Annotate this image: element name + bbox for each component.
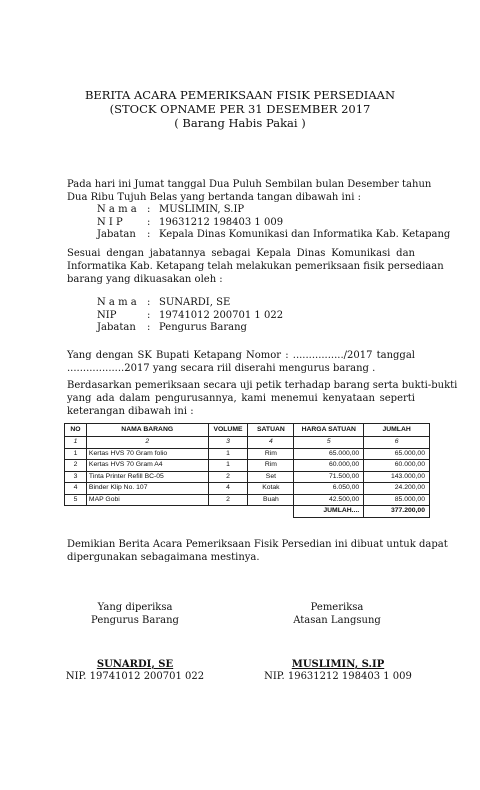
- header-unit-price: HARGA SATUAN: [294, 424, 364, 437]
- total-label: JUMLAH....: [294, 506, 364, 518]
- left-role-line-1: Yang diperiksa: [97, 602, 173, 613]
- row-amount: 85.000,00: [364, 494, 430, 506]
- row-amount: 65.000,00: [364, 448, 430, 460]
- signature-block-right: [282, 601, 392, 627]
- row-amount: 24.200,00: [364, 483, 430, 495]
- row-volume: 2: [208, 494, 248, 506]
- row-no: 5: [65, 494, 87, 506]
- row-item-name: MAP Gobi: [86, 494, 208, 506]
- table-row: [65, 460, 430, 472]
- total-value: 377.200,00: [364, 506, 430, 518]
- row-unit: Set: [248, 471, 294, 483]
- closing-line-1: Demikian Berita Acara Pemeriksaan Fisik Persedian ini dibuat untuk dapat: [67, 539, 448, 550]
- signature-nip-left: [40, 670, 230, 683]
- decree-line-1: Yang dengan SK Bupati Ketapang Nomor : ................/2017 tanggal: [67, 350, 415, 361]
- examiner-position-row: [97, 229, 450, 242]
- closing-paragraph: [67, 538, 448, 564]
- row-unit-price: 65.000,00: [294, 448, 364, 460]
- table-row: [65, 448, 430, 460]
- assignment-line-3: barang yang dikuasakan oleh :: [67, 274, 223, 285]
- column-index: 1: [65, 437, 87, 449]
- colon: :: [147, 309, 151, 321]
- custodian-nip-value: 19741012 200701 1 022: [159, 309, 284, 321]
- row-amount: 60.000,00: [364, 460, 430, 472]
- row-volume: 4: [208, 483, 248, 495]
- custodian-position-label: Jabatan: [97, 322, 136, 333]
- document-category: ( Barang Habis Pakai ): [174, 116, 306, 130]
- right-role-line-1: Pemeriksa: [310, 602, 364, 613]
- table-header-row: [65, 424, 430, 437]
- column-index: 5: [294, 437, 364, 449]
- decree-paragraph: [67, 349, 415, 375]
- colon: :: [147, 297, 151, 308]
- row-no: 3: [65, 471, 87, 483]
- custodian-name-row: [97, 297, 283, 310]
- row-volume: 2: [208, 471, 248, 483]
- right-signatory-nip: NIP. 19631212 198403 1 009: [264, 671, 412, 682]
- row-item-name: Tinta Printer Refill BC-05: [86, 471, 208, 483]
- row-item-name: Kertas HVS 70 Gram A4: [86, 460, 208, 472]
- examiner-name-row: [97, 204, 450, 217]
- row-volume: 1: [208, 460, 248, 472]
- row-item-name: Binder Klip No. 107: [86, 483, 208, 495]
- inventory-table: [64, 423, 430, 518]
- opening-paragraph: [67, 178, 432, 204]
- examiner-nip-label: N I P: [97, 216, 123, 228]
- row-amount: 143.000,00: [364, 471, 430, 483]
- table-row: [65, 483, 430, 495]
- row-unit-price: 60.000,00: [294, 460, 364, 472]
- examiner-nip-row: [97, 217, 450, 230]
- right-role-line-2: Atasan Langsung: [293, 615, 381, 626]
- custodian-nip-row: [97, 310, 283, 323]
- left-signatory-nip: NIP. 19741012 200701 022: [65, 671, 205, 682]
- findings-line-3: keterangan dibawah ini :: [67, 406, 194, 417]
- examiner-details: [97, 204, 450, 242]
- header-item-name: NAMA BARANG: [86, 424, 208, 437]
- examiner-position-value: Kepala Dinas Komunikasi dan Informatika Kab. Ketapang: [159, 229, 451, 240]
- column-index: 6: [364, 437, 430, 449]
- row-no: 1: [65, 448, 87, 460]
- document-title: BERITA ACARA PEMERIKSAAN FISIK PERSEDIAAN: [84, 88, 396, 102]
- row-volume: 1: [208, 448, 248, 460]
- assignment-line-2: Informatika Kab. Ketapang telah melakukan pemeriksaan fisik persediaan: [67, 261, 444, 272]
- row-no: 2: [65, 460, 87, 472]
- examiner-nip-value: 19631212 198403 1 009: [159, 216, 284, 228]
- custodian-position-row: [97, 322, 283, 335]
- table-row: [65, 471, 430, 483]
- header-no: NO: [65, 424, 87, 437]
- left-signatory-name: SUNARDI, SE: [96, 659, 174, 670]
- findings-line-2: yang ada dalam pengurusannya, kami menemui kenyataan seperti: [67, 393, 415, 404]
- opening-line-1: Pada hari ini Jumat tanggal Dua Puluh Sembilan bulan Desember tahun: [67, 179, 432, 190]
- row-unit-price: 42.500,00: [294, 494, 364, 506]
- custodian-name-label: N a m a: [97, 297, 137, 308]
- custodian-name-value: SUNARDI, SE: [159, 297, 231, 308]
- row-item-name: Kertas HVS 70 Gram folio: [86, 448, 208, 460]
- right-signatory-name: MUSLIMIN, S.IP: [291, 659, 385, 670]
- row-unit-price: 71.500,00: [294, 471, 364, 483]
- colon: :: [147, 204, 151, 215]
- custodian-nip-label: NIP: [97, 309, 117, 321]
- decree-line-2: ..................2017 yang secara riil diserahi mengurus barang .: [67, 363, 376, 374]
- column-index-row: [65, 437, 430, 449]
- row-unit: Rim: [248, 460, 294, 472]
- assignment-line-1: Sesuai dengan jabatannya sebagai Kepala Dinas Komunikasi dan: [67, 248, 415, 259]
- colon: :: [147, 322, 151, 333]
- column-index: 2: [86, 437, 208, 449]
- examiner-name-label: N a m a: [97, 204, 137, 215]
- findings-paragraph: [67, 379, 458, 418]
- header-unit: SATUAN: [248, 424, 294, 437]
- signature-nip-right: [240, 670, 436, 683]
- column-index: 3: [208, 437, 248, 449]
- row-unit: Rim: [248, 448, 294, 460]
- row-unit: Buah: [248, 494, 294, 506]
- colon: :: [147, 216, 151, 228]
- custodian-details: [97, 297, 283, 335]
- table-row: [65, 494, 430, 506]
- examiner-name-value: MUSLIMIN, S.IP: [159, 204, 245, 215]
- document-subtitle: (STOCK OPNAME PER 31 DESEMBER 2017: [109, 102, 371, 116]
- opening-line-2: Dua Ribu Tujuh Belas yang bertanda tangan dibawah ini :: [67, 192, 361, 203]
- header-amount: JUMLAH: [364, 424, 430, 437]
- closing-line-2: dipergunakan sebagaimana mestinya.: [67, 552, 260, 563]
- row-unit: Kotak: [248, 483, 294, 495]
- colon: :: [147, 229, 151, 240]
- findings-line-1: Berdasarkan pemeriksaan secara uji petik terhadap barang serta bukti-bukti: [67, 380, 458, 391]
- header-volume: VOLUME: [208, 424, 248, 437]
- left-role-line-2: Pengurus Barang: [91, 615, 179, 626]
- custodian-position-value: Pengurus Barang: [159, 322, 247, 333]
- row-unit-price: 6.050,00: [294, 483, 364, 495]
- column-index: 4: [248, 437, 294, 449]
- table-total-row: [65, 506, 430, 518]
- signature-block-left: [80, 601, 190, 627]
- examiner-position-label: Jabatan: [97, 229, 136, 240]
- assignment-paragraph: [67, 247, 444, 286]
- row-no: 4: [65, 483, 87, 495]
